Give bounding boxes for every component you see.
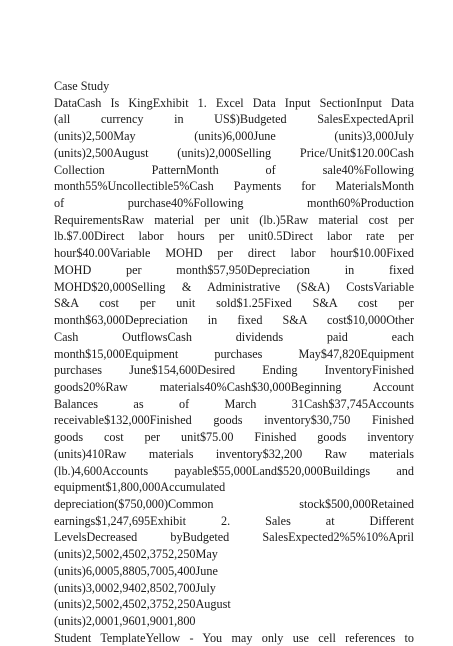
doc-line: Balances as of March 31Cash$37,745Accounts xyxy=(54,396,414,411)
doc-line: (units)2,5002,4502,3752,250May xyxy=(54,547,218,562)
doc-line: LevelsDecreased byBudgeted SalesExpected2%5%10%April xyxy=(54,530,414,545)
doc-line: goods20%Raw materials40%Cash$30,000Beginning Account xyxy=(54,379,414,394)
doc-line: lb.$7.00Direct labor hours per unit0.5Direct labor rate per xyxy=(54,229,414,244)
doc-line: purchases June$154,600Desired Ending InventoryFinished xyxy=(54,363,414,378)
doc-line: goods cost per unit$75.00 Finished goods inventory xyxy=(54,430,414,445)
doc-line: (units)410Raw materials inventory$32,200 Raw materials xyxy=(54,446,414,461)
doc-line: receivable$132,000Finished goods inventory$30,750 Finished xyxy=(54,413,414,428)
doc-line: earnings$1,247,695Exhibit 2. Sales at Different xyxy=(54,513,414,528)
doc-line: month55%Uncollectible5%Cash Payments for MaterialsMonth xyxy=(54,179,414,194)
doc-line: (lb.)4,600Accounts payable$55,000Land$520,000Buildings and xyxy=(54,463,414,478)
doc-line: RequirementsRaw material per unit (lb.)5Raw material cost per xyxy=(54,212,414,227)
document-body xyxy=(54,78,414,646)
doc-line: equipment$1,800,000Accumulated xyxy=(54,480,226,495)
doc-line: (units)6,0005,8805,7005,400June xyxy=(54,563,218,578)
doc-line: (units)2,500August (units)2,000Selling Price/Unit$120.00Cash xyxy=(54,145,414,160)
doc-line: month$63,000Depreciation in fixed S&A cost$10,000Other xyxy=(54,313,414,328)
doc-line: (units)3,0002,9402,8502,700July xyxy=(54,580,216,595)
doc-line: MOHD$20,000Selling & Administrative (S&A) CostsVariable xyxy=(54,279,414,294)
doc-line: (units)2,500May (units)6,000June (units)3,000July xyxy=(54,129,414,144)
doc-line: MOHD per month$57,950Depreciation in fixed xyxy=(54,262,414,277)
doc-line: Collection PatternMonth of sale40%Following xyxy=(54,162,414,177)
doc-line: hour$40.00Variable MOHD per direct labor hour$10.00Fixed xyxy=(54,246,414,261)
doc-line: DataCash Is KingExhibit 1. Excel Data Input SectionInput Data xyxy=(54,95,414,110)
doc-line: (units)2,0001,9601,9001,800 xyxy=(54,614,196,628)
doc-line: Cash OutflowsCash dividends paid each xyxy=(54,329,414,344)
doc-heading: Case Study xyxy=(54,79,110,93)
doc-line: S&A cost per unit sold$1.25Fixed S&A cost per xyxy=(54,296,414,311)
doc-line: (all currency in US$)Budgeted SalesExpectedApril xyxy=(54,112,414,127)
doc-line: depreciation($750,000)Common stock$500,000Retained xyxy=(54,496,414,511)
doc-line: month$15,000Equipment purchases May$47,820Equipment xyxy=(54,346,414,361)
doc-line: (units)2,5002,4502,3752,250August xyxy=(54,597,231,612)
doc-line: of purchase40%Following month60%Production xyxy=(54,196,414,211)
doc-line: Student TemplateYellow - You may only use cell references to xyxy=(54,630,414,645)
